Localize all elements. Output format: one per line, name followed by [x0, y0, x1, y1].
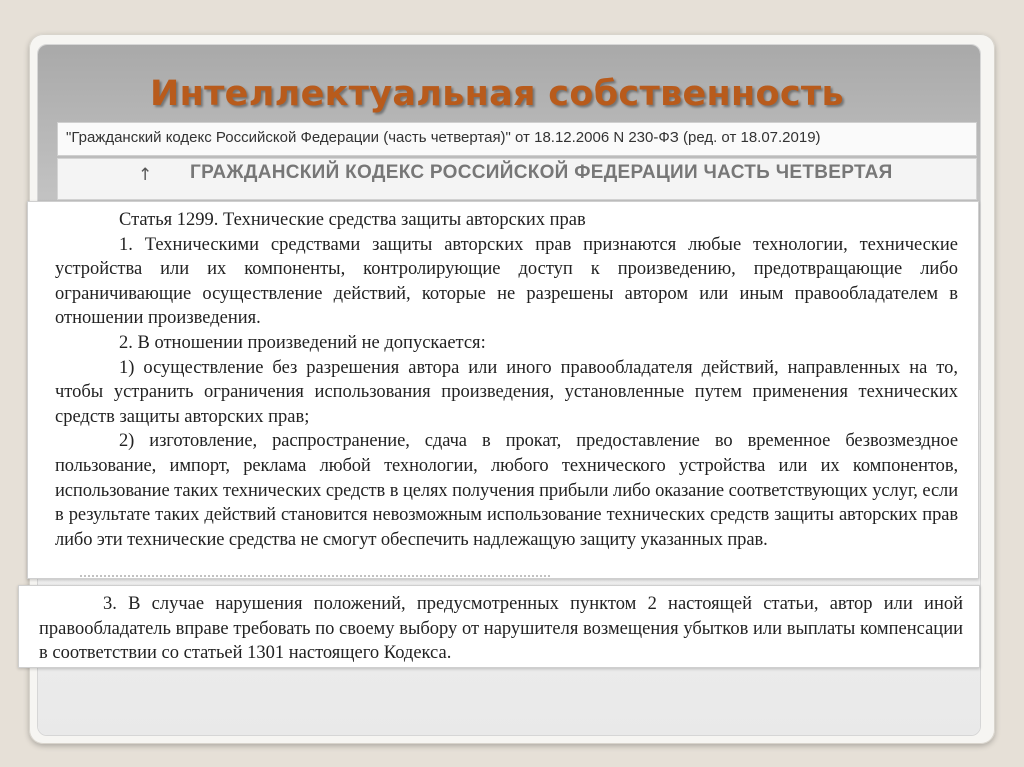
- article-paragraph-2-item-1: 1) осуществление без разрешения автора или иного правообладателя действий, направленных на то, чтобы устранить ограничения использования произведения, установленные путем применения технических средств защиты авторских прав;: [55, 357, 958, 427]
- article-text-card: [27, 201, 979, 579]
- article-paragraph-3-card: [18, 585, 980, 668]
- code-heading: ГРАЖДАНСКИЙ КОДЕКС РОССИЙСКОЙ ФЕДЕРАЦИИ ЧАСТЬ ЧЕТВЕРТАЯ: [190, 162, 893, 183]
- up-arrow-icon: ↑: [138, 165, 153, 185]
- article-paragraph-2: 2. В отношении произведений не допускается:: [119, 332, 486, 353]
- article-paragraph-1: 1. Техническими средствами защиты авторских прав признаются любые технологии, технические устройства или их компоненты, контролирующие доступ к произведению, предотвращающие либо ограничивающие осуществление действий, которые не разрешены автором или иным правообладателем в отношении произведения.: [55, 234, 958, 329]
- article-paragraph-3: 3. В случае нарушения положений, предусмотренных пунктом 2 настоящей статьи, автор или иной правообладатель вправе требовать по своему выбору от нарушителя возмещения убытков или выплаты компенсации в соответствии со статьей 1301 настоящего Кодекса.: [39, 594, 963, 664]
- source-line: "Гражданский кодекс Российской Федерации (часть четвертая)" от 18.12.2006 N 230-ФЗ (ред. от 18.07.2019): [66, 129, 821, 146]
- slide-title: Интеллектуальная собственность: [150, 74, 844, 114]
- article-paragraph-2-item-2: 2) изготовление, распространение, сдача в прокат, предоставление во временное безвозмездное пользование, импорт, реклама любой технологии, любого технического устройства или их компонентов, использование таких технических средств в целях получения прибыли либо оказание соответствующих услуг, если в результате таких действий становится невозможным использование технических средств защиты авторских прав либо эти технические средства не смогут обеспечить надлежащую защиту указанных прав.: [55, 431, 958, 550]
- source-box: [57, 122, 977, 156]
- article-heading: Статья 1299. Технические средства защиты авторских прав: [119, 210, 586, 230]
- code-heading-box: [57, 158, 977, 200]
- faint-divider: [80, 575, 550, 585]
